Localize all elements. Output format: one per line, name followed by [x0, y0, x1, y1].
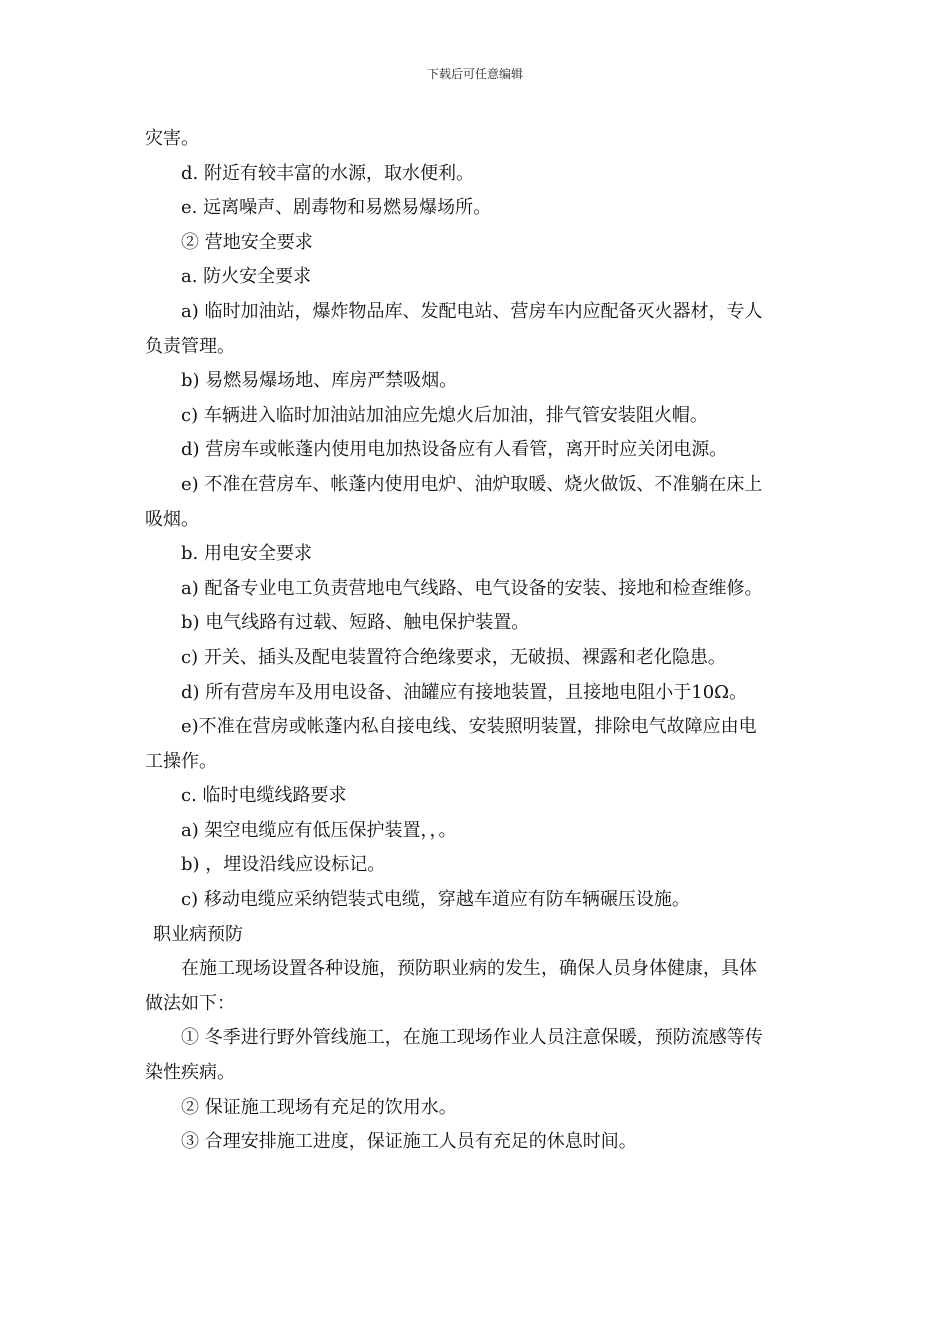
text-line: 工操作。: [145, 750, 217, 772]
text-line: 吸烟。: [145, 508, 199, 530]
text-line: 负责管理。: [145, 335, 235, 357]
text-line: b. 用电安全要求: [181, 543, 312, 565]
document-body: [145, 122, 810, 1160]
text-line: b) 易燃易爆场地、库房严禁吸烟。: [181, 370, 458, 392]
text-line: c) 车辆进入临时加油站加油应先熄火后加油，排气管安装阻火帽。: [181, 404, 708, 426]
text-line: c. 临时电缆线路要求: [181, 785, 347, 807]
text-line: e)不准在营房或帐蓬内私自接电线、安装照明装置，排除电气故障应由电: [181, 716, 757, 738]
text-line: a) 临时加油站，爆炸物品库、发配电站、营房车内应配备灭火器材，专人: [181, 300, 763, 322]
text-line: b) 电气线路有过载、短路、触电保护装置。: [181, 612, 530, 634]
text-line: 在施工现场设置各种设施，预防职业病的发生，确保人员身体健康，具体: [181, 958, 757, 980]
text-line: e. 远离噪声、剧毒物和易燃易爆场所。: [181, 197, 492, 219]
text-line: c) 开关、插头及配电装置符合绝缘要求，无破损、裸露和老化隐患。: [181, 646, 726, 668]
text-line: 做法如下：: [145, 992, 235, 1014]
text-line: ② 保证施工现场有充足的饮用水。: [181, 1096, 457, 1118]
text-line: 灾害。: [145, 128, 199, 149]
page-header: 下载后可任意编辑: [426, 67, 523, 81]
text-line: c) 移动电缆应采纳铠装式电缆，穿越车道应有防车辆碾压设施。: [181, 889, 690, 911]
text-line: ① 冬季进行野外管线施工，在施工现场作业人员注意保暖，预防流感等传: [181, 1027, 763, 1049]
text-line: 染性疾病。: [145, 1062, 235, 1084]
text-line: a) 配备专业电工负责营地电气线路、电气设备的安装、接地和检查维修。: [181, 577, 763, 599]
text-line: d. 附近有较丰富的水源，取水便利。: [181, 162, 474, 184]
text-line: a) 架空电缆应有低压保护装置，，。: [181, 819, 457, 841]
text-line: d) 所有营房车及用电设备、油罐应有接地装置，且接地电阻小于10Ω。: [181, 681, 748, 703]
text-line: ③ 合理安排施工进度，保证施工人员有充足的休息时间。: [181, 1131, 637, 1153]
text-line: 职业病预防: [153, 923, 243, 945]
text-line: d) 营房车或帐蓬内使用电加热设备应有人看管，离开时应关闭电源。: [181, 439, 728, 461]
text-line: a. 防火安全要求: [181, 266, 312, 288]
text-line: e) 不准在营房车、帐蓬内使用电炉、油炉取暖、烧火做饭、不准躺在床上: [181, 473, 763, 495]
text-line: ② 营地安全要求: [181, 231, 313, 253]
text-line: b) ，埋设沿线应设标记。: [181, 854, 386, 876]
